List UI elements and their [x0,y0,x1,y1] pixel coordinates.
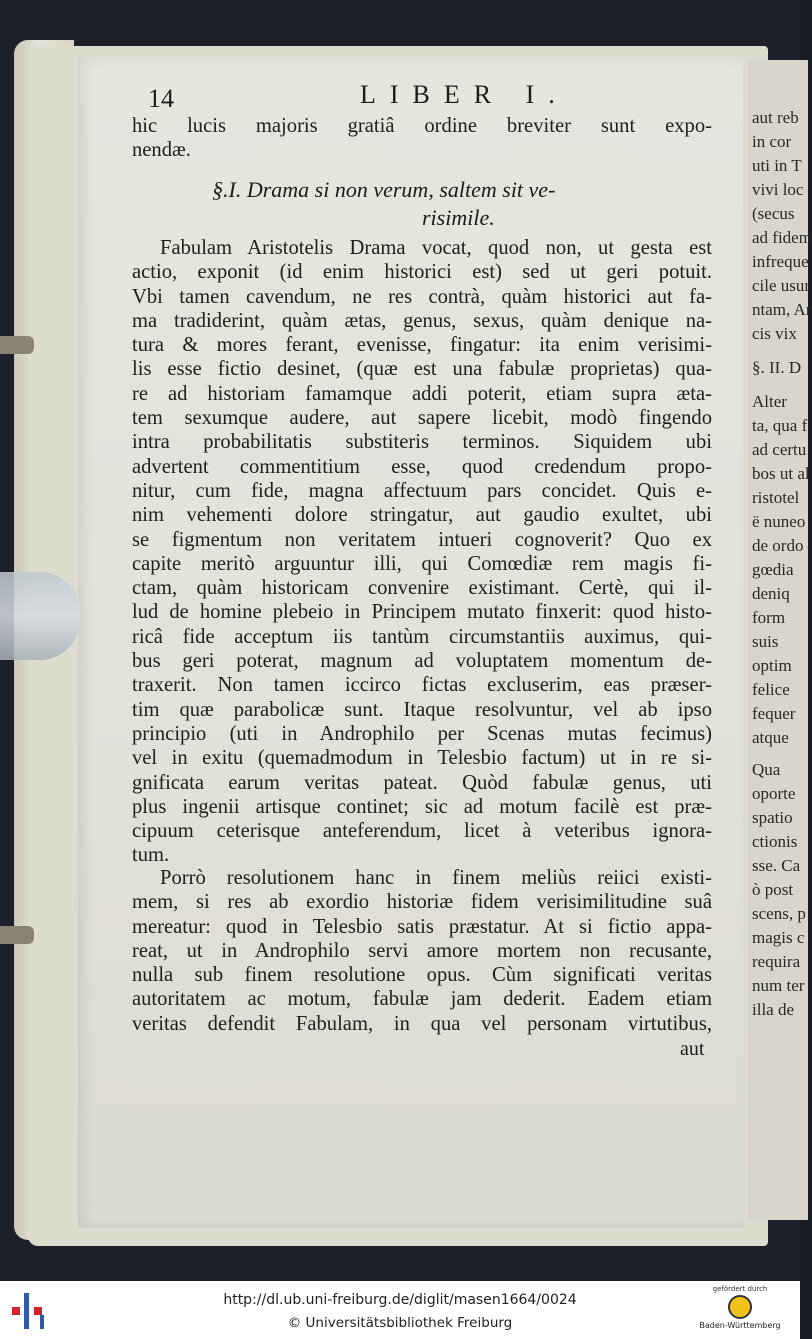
text-line: re ad historiam famamque addi poterit, etiam supra æta- [132,382,712,405]
facing-page-fragment: felice [752,680,790,699]
facing-page-fragment: Qua [752,760,781,779]
facing-page-fragment: fequer [752,704,796,723]
text-line: capite meritò arguuntur illi, qui Comœdiæ rem magis fi- [132,552,712,575]
text-line: traxerit. Non tamen iccirco fictas excluserim, eas præser- [132,674,712,697]
facing-page-fragment: ad certu [752,440,807,459]
facing-page-fragment: scens, p [752,904,806,923]
page-number: 14 [148,84,174,113]
footer-bar [0,1281,800,1339]
facing-page-fragment: suis [752,632,779,651]
funder-badge [694,1285,786,1337]
facing-page-fragment: vivi loc [752,180,804,199]
text-line: nulla sub finem resolutione opus. Cùm significati veritas [132,964,712,987]
text-line: hic lucis majoris gratiâ ordine breviter sunt expo- [132,115,712,137]
facing-page [748,60,812,1220]
facing-page-fragment: ò post [752,880,794,899]
text-line: bus geri poterat, magnum ad voluptatem momentum de- [132,650,712,673]
facing-page-fragment: ad fidem [752,228,812,247]
text-line: nendæ. [132,139,191,162]
coat-of-arms-icon [728,1295,752,1319]
facing-page-fragment: ristotel [752,488,800,507]
text-line: nim vehementi dolore stringatur, aut gaudio exultet, ubi [132,504,712,527]
text-line: Porrò resolutionem hanc in finem meliùs reiici existi- [160,867,712,889]
text-line: advertent commentitium esse, quod credendum propo- [132,455,712,478]
text-line: ctam, quàm historicam convenire existimant. Certè, qui il- [132,577,712,600]
catchword: aut [680,1038,705,1060]
copyright-notice: © Universitätsbibliothek Freiburg [287,1315,513,1331]
page-text-top [132,114,712,163]
facing-page-fragment: requira [752,952,801,971]
facing-page-fragment: illa de [752,1000,795,1019]
facing-page-fragment: gœdia [752,560,794,579]
facing-page-fragment: de ordo [752,536,804,555]
facing-page-fragment: optim [752,656,792,675]
facing-page-fragment: §. II. D [752,358,802,377]
permalink[interactable]: http://dl.ub.uni-freiburg.de/diglit/masen1664/0024 [223,1292,577,1308]
text-line: ricâ fide acceptum iis tantùm circumstantiis auximus, qui- [132,625,712,648]
facing-page-fragment: deniq [752,584,790,603]
facing-page-fragment: Alter [752,392,787,411]
facing-page-fragment: infreque [752,252,809,271]
facing-page-fragment: ntam, Ar [752,300,812,319]
text-line: mereatur: quod in Telesbio satis præstatur. At si fictio appa- [132,915,712,938]
running-head: LIBER I. [360,80,569,109]
text-line: veritas defendit Fabulam, in qua vel personam virtutibus, [132,1012,712,1035]
facing-page-fragment: aut reb [752,108,799,127]
text-line: Fabulam Aristotelis Drama vocat, quod non, ut gesta est [160,237,712,259]
facing-page-fragment: magis c [752,928,805,947]
text-line: reat, ut in Androphilo servi amore mortem non recusante, [132,939,712,962]
text-line: nitur, cum fide, magna affectuum pars concidet. Quis e- [132,479,712,502]
text-line: tura & mores ferant, evenisse, fingatur: ita enim verisimi- [132,334,712,357]
heading-line: §.I. Drama si non verum, saltem sit ve- [212,177,556,202]
facing-page-fragment: bos ut al [752,464,810,483]
clasp-pin-lower [0,926,34,944]
page-text-body-2 [132,866,712,1036]
text-line: tum. [132,844,170,867]
text-line: vel in exitu (quemadmodum in Telesbio factum) ut in re si- [132,747,712,770]
text-line: tim quæ parabolicæ sunt. Itaque resolvuntur, vel ab ipso [132,698,712,721]
facing-page-fragment: in cor [752,132,792,151]
facing-page-fragment: oporte [752,784,796,803]
facing-page-fragment: (secus [752,204,795,223]
text-line: lud de homine plebeio in Principem mutato finxerit: quod histo- [132,601,712,624]
text-line: Vbi tamen cavendum, ne res contrà, quàm historici aut fa- [132,285,712,308]
text-line: intra probabilitatis substiteris terminos. Siquidem ubi [132,431,712,454]
text-line: se figmentum non veritatem intueri cognoverit? Quo ex [132,528,712,551]
text-line: lis esse fictio desinet, (quæ est una fabulæ proprietas) qua- [132,358,712,381]
text-line: autoritatem ac motum, fabulæ jam dederit. Eadem etiam [132,988,712,1011]
page-text-body [132,236,712,868]
facing-page-fragment: cile usur [752,276,811,295]
text-line: plus ingenii artisque continet; sic ad motum facilè est præ- [132,795,712,818]
text-line: principio (uti in Androphilo per Scenas mutas fecimus) [132,722,712,745]
heading-line: risimile. [422,205,495,230]
facing-page-fragment: ë nuneo [752,512,806,531]
funder-state: Baden-Württemberg [699,1321,781,1330]
text-line: tem sexumque audere, aut sapere licebit, modò fingendo [132,407,712,430]
facing-page-fragment: spatio [752,808,793,827]
facing-page-fragment: cis vix [752,324,797,343]
facing-page-fragment: atque [752,728,789,747]
text-line: ma tradiderint, quàm ætas, genus, sexus, quàm denique na- [132,309,712,332]
text-line: mem, si res ab exordio historiæ fidem verisimilitudine suâ [132,891,712,914]
facing-page-fragment: sse. Ca [752,856,801,875]
glass-weight [0,572,80,660]
text-line: cipuum ceterisque anteferendum, licet à veteribus ignora- [132,820,712,843]
facing-page-fragment: num ter [752,976,805,995]
clasp-pin-upper [0,336,34,354]
text-line: gnificata earum veritas pateat. Quòd fabulæ genus, uti [132,771,712,794]
facing-page-fragment: ctionis [752,832,798,851]
facing-page-fragment: uti in T [752,156,802,175]
facing-page-fragment: form [752,608,786,627]
section-heading [212,176,652,232]
facing-page-fragment: ta, qua f [752,416,808,435]
text-line: actio, exponit (id enim historici est) sed ut geri potuit. [132,261,712,284]
funder-label: gefördert durch [712,1285,768,1293]
